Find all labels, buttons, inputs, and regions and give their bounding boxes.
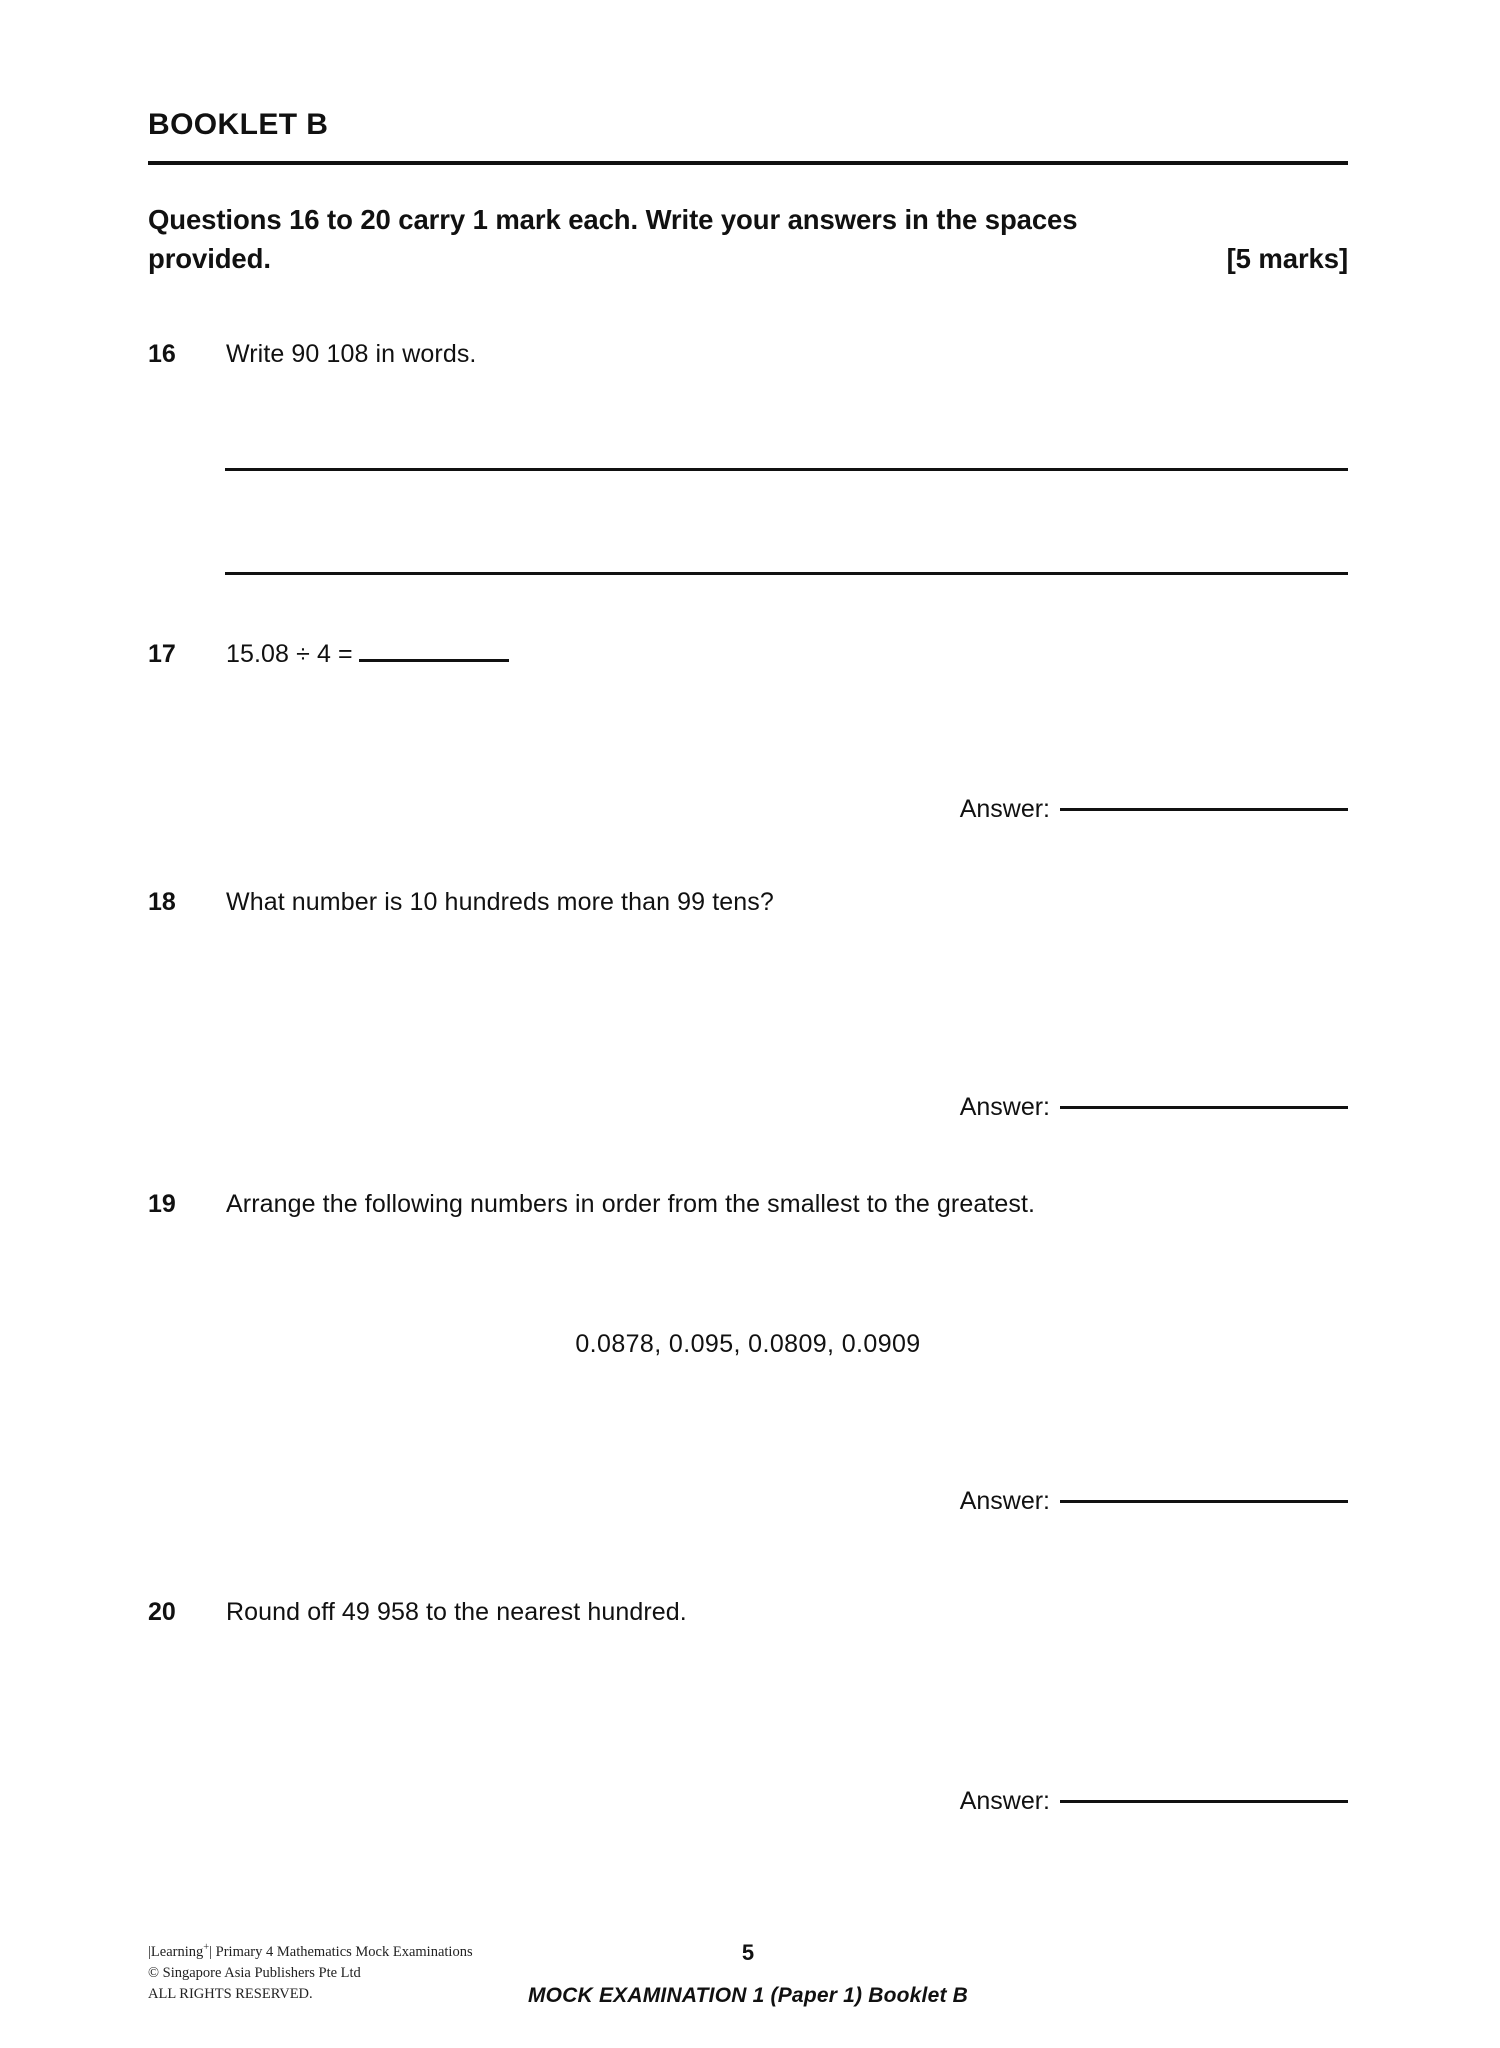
question-20-row (148, 1598, 1348, 1627)
page-title: BOOKLET B (148, 108, 329, 141)
footer-credit-line-2: © Singapore Asia Publishers Pte Ltd (148, 1964, 361, 1981)
question-18-answer-row (148, 1093, 1348, 1122)
footer-page-number: 5 (741, 1940, 755, 1965)
question-16-number: 16 (148, 340, 176, 368)
question-20-answer-blank[interactable] (1060, 1799, 1348, 1803)
header-divider (148, 161, 1348, 165)
question-16 (148, 340, 1348, 369)
booklet-header (148, 108, 1348, 141)
question-20-answer-row (148, 1787, 1348, 1816)
footer-credit-post: | Primary 4 Mathematics Mock Examinations (209, 1943, 473, 1960)
footer-credit-pre: |Learning (148, 1943, 204, 1960)
question-20-text: Round off 49 958 to the nearest hundred. (226, 1598, 687, 1626)
marks-badge: [5 marks] (1226, 243, 1348, 275)
question-17-text: 15.08 ÷ 4 = (226, 640, 353, 668)
page-footer (148, 1940, 1348, 2040)
question-17-number: 17 (148, 640, 176, 668)
question-19-number-list: 0.0878, 0.095, 0.0809, 0.0909 (575, 1330, 921, 1358)
question-18-row (148, 888, 1348, 917)
question-19-text: Arrange the following numbers in order from the smallest to the greatest. (226, 1190, 1036, 1218)
question-19-row (148, 1190, 1348, 1219)
instructions-line-2-text: provided. (148, 243, 271, 275)
footer-credit-superscript: + (203, 1942, 210, 1953)
question-17-row (148, 640, 1348, 669)
question-20 (148, 1598, 1348, 1627)
question-17-inline-blank[interactable] (359, 658, 509, 662)
question-19-number: 19 (148, 1190, 176, 1218)
question-16-text: Write 90 108 in words. (226, 340, 477, 368)
question-17 (148, 640, 1348, 669)
answer-label: Answer: (959, 795, 1050, 823)
question-20-number: 20 (148, 1598, 176, 1626)
question-17-answer-row (148, 795, 1348, 824)
answer-label: Answer: (959, 1787, 1050, 1815)
question-16-row (148, 340, 1348, 369)
question-17-answer-blank[interactable] (1060, 807, 1348, 811)
instructions-line-2 (148, 239, 1348, 278)
question-19 (148, 1190, 1348, 1219)
instructions-line-1: Questions 16 to 20 carry 1 mark each. Write your answers in the spaces (148, 204, 1078, 235)
instructions-block (148, 200, 1348, 278)
answer-label: Answer: (959, 1093, 1050, 1121)
footer-exam-label: MOCK EXAMINATION 1 (Paper 1) Booklet B (527, 1984, 969, 2007)
question-18-text: What number is 10 hundreds more than 99 tens? (226, 888, 774, 916)
question-18-answer-blank[interactable] (1060, 1105, 1348, 1109)
question-19-answer-row (148, 1487, 1348, 1516)
footer-credit-line-3: ALL RIGHTS RESERVED. (148, 1985, 313, 2002)
question-19-answer-blank[interactable] (1060, 1499, 1348, 1503)
question-18-number: 18 (148, 888, 176, 916)
question-16-answer-line-1[interactable] (225, 468, 1348, 471)
question-18 (148, 888, 1348, 917)
question-16-answer-line-2[interactable] (225, 572, 1348, 575)
answer-label: Answer: (959, 1487, 1050, 1515)
